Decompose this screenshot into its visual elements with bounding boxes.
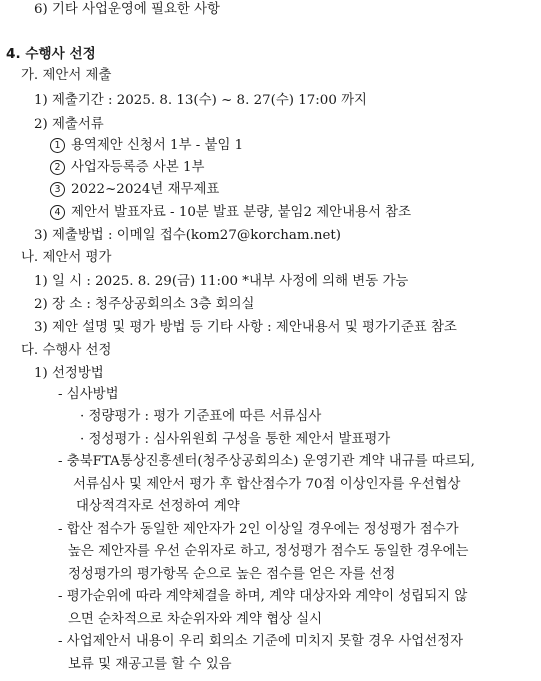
para-1-line-1: - 충북FTA통상진흥센터(청주상공회의소) 운영기관 계약 내규를 따르되, [58,454,475,469]
subsection-da: 다. 수행사 선정 [21,343,112,358]
review-method: - 심사방법 [58,387,119,402]
quantitative-eval: · 정량평가 : 평가 기준표에 따른 서류심사 [80,409,322,424]
evaluation-other: 3) 제안 설명 및 평가 방법 등 기타 사항 : 제안내용서 및 평가기준표 참조 [34,320,457,335]
para-2-line-2: 높은 제안자를 우선 순위자로 하고, 정성평가 점수도 동일한 경우에는 [68,544,469,559]
circled-number: 1 [50,138,65,153]
evaluation-place: 2) 장 소 : 청주상공회의소 3층 회의실 [34,297,255,312]
submission-documents: 2) 제출서류 [34,117,104,132]
circled-number: 4 [50,205,65,220]
para-4-line-2: 보류 및 재공고를 할 수 있음 [68,657,232,672]
qualitative-eval: · 정성평가 : 심사위원회 구성을 통한 제안서 발표평가 [80,432,391,447]
submission-period: 1) 제출기간 : 2025. 8. 13(수) ~ 8. 27(수) 17:00 까지 [34,93,367,108]
item-6-other: 6) 기타 사업운영에 필요한 사항 [34,2,220,17]
circled-number: 3 [50,182,65,197]
section-heading-4: 4. 수행사 선정 [6,46,96,62]
para-4-line-1: - 사업제안서 내용이 우리 회의소 기준에 미치지 못할 경우 사업선정자 [58,634,464,649]
para-3-line-1: - 평가순위에 따라 계약체결을 하며, 계약 대상자와 계약이 성립되지 않 [58,589,468,604]
para-1-line-2: 서류심사 및 제안서 평가 후 합산점수가 70점 이상인자를 우선협상 [73,477,461,492]
doc-item-4: 4 제안서 발표자료 - 10분 발표 분량, 붙임2 제안내용서 참조 [50,203,411,223]
para-2-line-1: - 합산 점수가 동일한 제안자가 2인 이상일 경우에는 정성평가 점수가 [58,522,459,537]
para-2-line-3: 정성평가의 평가항목 순으로 높은 점수를 얻은 자를 선정 [68,567,396,582]
doc-item-2: 2 사업자등록증 사본 1부 [50,158,204,178]
subsection-ga: 가. 제안서 제출 [21,68,112,83]
para-3-line-2: 으면 순차적으로 차순위자와 계약 협상 실시 [68,612,323,627]
subsection-na: 나. 제안서 평가 [21,250,112,265]
para-1-line-3: 대상적격자로 선정하여 계약 [76,499,240,514]
evaluation-datetime: 1) 일 시 : 2025. 8. 29(금) 11:00 *내부 사정에 의해 변동 가능 [34,274,409,289]
doc-item-1: 1 용역제안 신청서 1부 - 붙임 1 [50,136,243,156]
doc-item-3: 3 2022~2024년 재무제표 [50,180,219,200]
selection-method: 1) 선정방법 [34,366,104,381]
submission-method: 3) 제출방법 : 이메일 접수(kom27@korcham.net) [34,228,342,243]
circled-number: 2 [50,160,65,175]
